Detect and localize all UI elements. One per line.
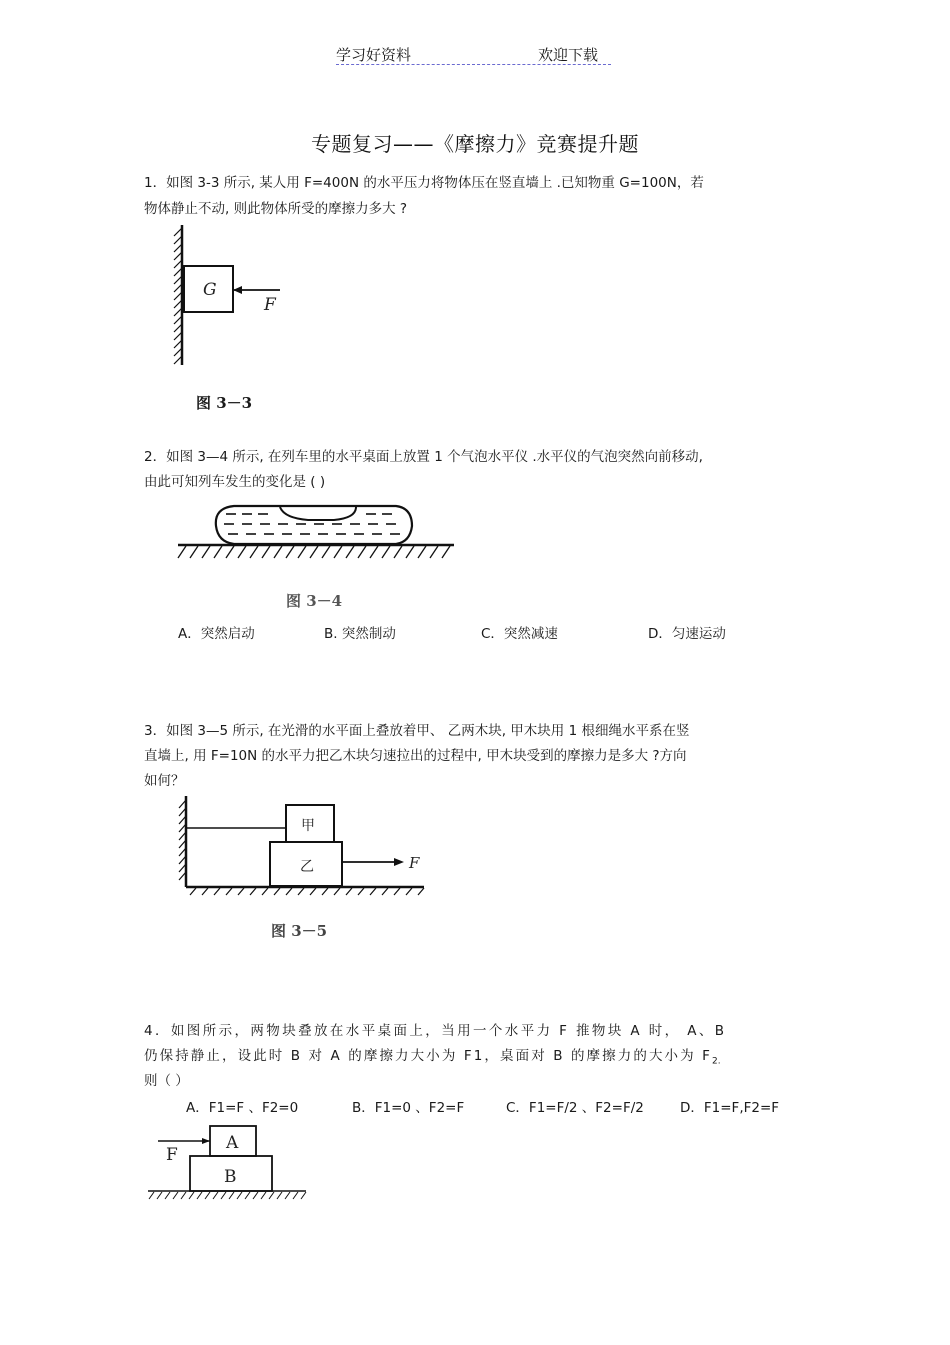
q2-line2: 由此可知列车发生的变化是 ( ) <box>144 474 326 490</box>
q2-option-b: B. 突然制动 <box>324 626 396 642</box>
figure-q4 <box>146 1120 310 1202</box>
figure-3-4 <box>176 500 456 568</box>
label-jia: 甲 <box>301 818 315 834</box>
q3-line3: 如何？ <box>144 773 185 789</box>
fig-3-3-caption: 图 3－3 <box>196 394 253 412</box>
q4-option-d: D．F1=F,F2=F <box>680 1100 780 1116</box>
q1-line2: 物体静止不动, 则此物体所受的摩擦力多大 ? <box>144 201 408 217</box>
label-f-q1: F <box>264 295 276 315</box>
header-left: 学习好资料 <box>336 46 412 64</box>
q4-line3: 则（ ） <box>144 1073 189 1089</box>
q4-line2: 仍保持静止，设此时 B 对 A 的摩擦力大小为 F1，桌面对 B 的摩擦力的大小为 F <box>144 1048 713 1064</box>
label-a: A <box>226 1133 239 1153</box>
page-title: 专题复习——《摩擦力》竞赛提升题 <box>311 132 639 156</box>
q2-line1: 2．如图 3—4 所示, 在列车里的水平桌面上放置 1 个气泡水平仪 .水平仪的气泡突然向前移动, <box>144 449 703 465</box>
header-right: 欢迎下载 <box>538 46 599 64</box>
figure-3-5 <box>176 792 436 898</box>
q4-option-a: A．F1=F 、F2=0 <box>186 1100 299 1116</box>
q4-line2-sub: 2. <box>712 1056 721 1067</box>
q4-line2-wrap <box>144 1044 721 1067</box>
q2-option-a: A．突然启动 <box>178 626 255 642</box>
label-f-q3: F <box>409 854 420 872</box>
label-f-q4: F <box>166 1145 178 1165</box>
q4-option-c: C．F1=F/2 、F2=F/2 <box>506 1100 644 1116</box>
q4-line1: 4．如图所示，两物块叠放在水平桌面上，当用一个水平力 F 推物块 A 时， A、B <box>144 1023 727 1039</box>
header-divider <box>336 64 611 65</box>
q3-line1: 3．如图 3—5 所示, 在光滑的水平面上叠放着甲、 乙两木块, 甲木块用 1 根细绳水平系在竖 <box>144 723 690 739</box>
q3-line2: 直墙上, 用 F=10N 的水平力把乙木块匀速拉出的过程中, 甲木块受到的摩擦力是多大 ?方向 <box>144 748 687 764</box>
label-g: G <box>203 280 217 300</box>
q4-option-b: B．F1=0 、F2=F <box>352 1100 465 1116</box>
label-b: B <box>224 1167 237 1187</box>
q2-option-c: C．突然减速 <box>481 626 558 642</box>
figure-3-3 <box>170 222 300 370</box>
fig-3-5-caption: 图 3－5 <box>271 922 328 940</box>
q2-option-d: D．匀速运动 <box>648 626 726 642</box>
fig-3-4-caption: 图 3－4 <box>286 592 343 610</box>
q1-line1: 1．如图 3-3 所示, 某人用 F=400N 的水平压力将物体压在竖直墙上 .已知物重 G=100N，若 <box>144 175 704 191</box>
label-yi: 乙 <box>300 859 314 875</box>
